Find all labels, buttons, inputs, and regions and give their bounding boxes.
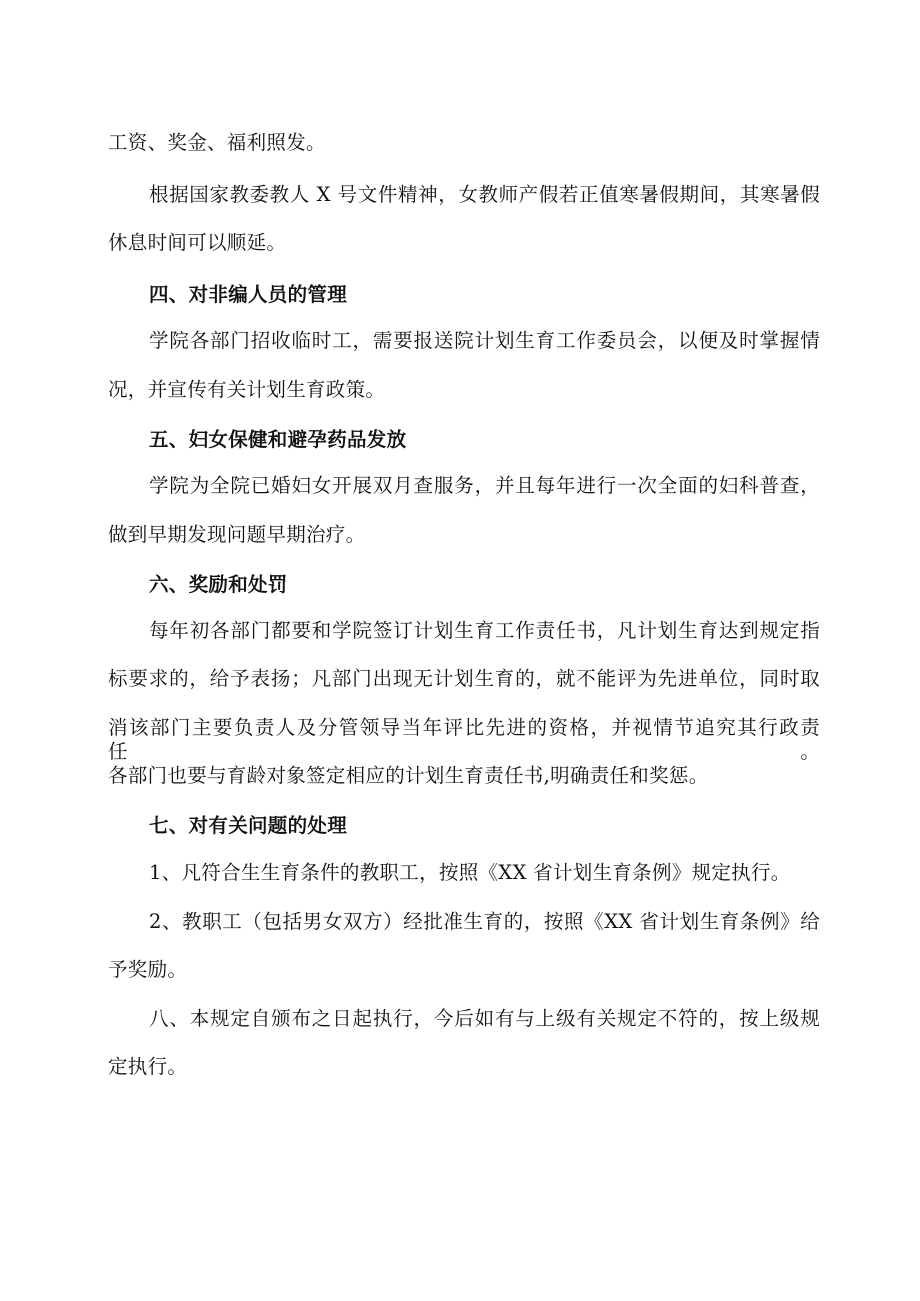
paragraph-line: 各部门也要与育龄对象签定相应的计划生育责任书,明确责任和奖惩。 [108,764,709,787]
list-item: 1、凡符合生生育条件的教职工，按照《XX 省计划生育条例》规定执行。 [149,861,791,884]
paragraph-line: 做到早期发现问题早期治疗。 [108,523,366,546]
paragraph-line: 学院各部门招收临时工，需要报送院计划生育工作委员会，以便及时掌握情 [149,329,820,352]
paragraph-line: 予奖励。 [108,958,188,981]
paragraph-line: 学院为全院已婚妇女开展双月查服务，并且每年进行一次全面的妇科普查， [149,474,820,497]
section-heading: 六、奖励和处罚 [149,573,288,596]
paragraph-line: 每年初各部门都要和学院签订计划生育工作责任书，凡计划生育达到规定指 [149,619,820,642]
paragraph-line: 定执行。 [108,1055,188,1078]
paragraph-line: 况，并宣传有关计划生育政策。 [108,378,386,401]
section-heading: 四、对非编人员的管理 [149,283,348,306]
paragraph-line: 标要求的，给予表扬；凡部门出现无计划生育的，就不能评为先进单位，同时取 [108,667,820,690]
paragraph-line: 消该部门主要负责人及分管领导当年评比先进的资格，并视情节追究其行政责任。 [108,716,820,763]
section-heading: 五、妇女保健和避孕药品发放 [149,428,407,451]
paragraph-line: 八、本规定自颁布之日起执行，今后如有与上级有关规定不符的，按上级规 [149,1007,820,1030]
section-heading: 七、对有关问题的处理 [149,814,348,837]
paragraph-line: 工资、奖金、福利照发。 [108,131,326,154]
paragraph-line: 休息时间可以顺延。 [108,231,287,254]
paragraph-line: 根据国家教委教人 X 号文件精神，女教师产假若正值寒暑假期间，其寒暑假 [149,183,820,206]
list-item: 2、教职工（包括男女双方）经批准生育的，按照《XX 省计划生育条例》给 [149,910,820,933]
